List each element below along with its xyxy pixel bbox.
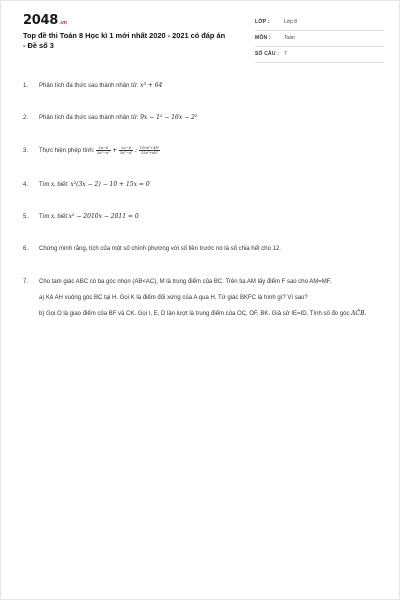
fraction-2: $\frac{5a-6}{\text{5a²−a²}}$ [119,146,133,155]
question-number: 3. [23,148,29,154]
question-number: 4. [23,182,29,188]
question-number: 6. [23,246,29,252]
brand-logo[interactable] [23,13,67,28]
question-text: Thực hiện phép tính: [39,148,95,155]
question-4 [23,180,383,190]
question-number: 7. [23,279,29,285]
fraction-3: $\frac{\text{100a²+4b²}}{\text{25a²+ab²}}$ [139,146,160,155]
meta-row-subject [255,31,383,47]
question-5 [23,212,383,222]
fraction-1: $\frac{3a-6}{\text{5a²−a²}}$ [97,146,110,155]
operator-divide: : [135,147,138,155]
question-number: 1. [23,83,29,89]
question-7-part-b: b) Gọi O là giao điểm của BF và CK. Gọi I, E, D lần lượt là trung điểm của OC, OF, BK. Giả sử IE=ID. Tính số đo góc AĈB. [39,310,367,317]
question-math: x³ + 64 [140,82,163,89]
question-text: Tìm x, biết: [39,182,69,188]
question-math: x² − 2010x − 2011 = 0 [68,213,139,220]
question-2 [23,113,383,123]
question-math: 9x − 1² − 16x − 2² [140,114,198,121]
question-7 [23,277,383,319]
subject-label: MÔN : [255,35,271,41]
question-text: Cho tam giác ABC có ba góc nhọn (AB<AC), M là trung điểm của BC. Trên tia AM lấy điểm F sao cho AM=MF. [39,279,332,285]
angle-math: AĈB. [351,310,367,317]
meta-row-grade [255,15,383,31]
meta-row-question-count [255,47,383,63]
grade-value: Lớp 8 [284,19,298,25]
question-6 [23,244,383,254]
operator-plus: + [112,147,118,155]
question-count-value: 7 [284,51,287,57]
question-text: Phân tích đa thức sau thành nhân tử: [39,83,139,89]
question-math: x²(3x − 2) − 10 + 15x = 0 [70,181,150,188]
question-number: 2. [23,115,29,121]
question-text: Tìm x, biết: [39,214,69,220]
subject-value: Toán [284,35,295,41]
brand-name: 2048 [23,13,58,28]
brand-suffix: .vn [58,20,67,26]
question-1 [23,81,383,91]
grade-label: LỚP : [255,19,270,25]
question-text: Chứng minh rằng, tích của một số chính phương với số liền trước nó là số chia hết cho 12. [39,246,281,252]
question-text: Phân tích đa thức sau thành nhân tử: [39,115,139,121]
question-number: 5. [23,214,29,220]
document-title: Top đề thi Toán 8 Học kì 1 mới nhất 2020 - 2021 có đáp án - Đề số 3 [23,31,226,50]
question-7-part-a: a) Kẻ AH vuông góc BC tại H. Gọi K là điểm đối xứng của A qua H. Tứ giác BKFC là hình gì? Vì sao? [39,295,308,301]
question-3 [23,146,383,156]
question-count-label: SỐ CÂU : [255,51,280,57]
document-meta [255,15,383,63]
